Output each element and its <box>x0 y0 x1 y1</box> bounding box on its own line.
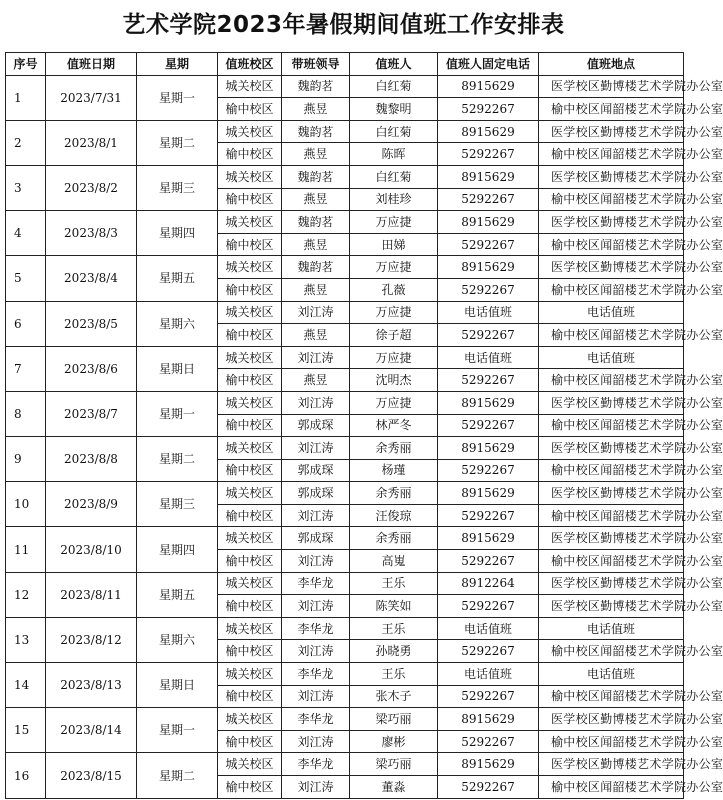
date-cell: 2023/7/31 <box>46 75 137 120</box>
seq-cell: 7 <box>6 346 46 391</box>
leader-cell: 刘江涛 <box>282 437 350 460</box>
seq-cell: 12 <box>6 572 46 617</box>
campus-cell: 榆中校区 <box>218 143 282 166</box>
staff-cell: 陈晖 <box>350 143 438 166</box>
phone-cell: 5292267 <box>438 504 539 527</box>
phone-cell: 5292267 <box>438 685 539 708</box>
header-leader: 带班领导 <box>282 53 350 76</box>
table-row <box>6 301 684 324</box>
table-row <box>6 346 684 369</box>
location-cell: 医学校区勤博楼艺术学院办公室 <box>539 165 684 188</box>
leader-cell: 刘江涛 <box>282 730 350 753</box>
phone-cell: 5292267 <box>438 369 539 392</box>
seq-cell: 13 <box>6 617 46 662</box>
date-cell: 2023/8/14 <box>46 708 137 753</box>
table-row <box>6 527 684 550</box>
phone-cell: 5292267 <box>438 278 539 301</box>
phone-cell: 5292267 <box>438 324 539 347</box>
duty-schedule-table <box>5 52 723 799</box>
weekday-cell: 星期三 <box>137 482 218 527</box>
phone-cell: 5292267 <box>438 640 539 663</box>
campus-cell: 城关校区 <box>218 391 282 414</box>
location-cell: 电话值班 <box>539 663 684 686</box>
leader-cell: 魏韵茗 <box>282 75 350 98</box>
campus-cell: 榆中校区 <box>218 685 282 708</box>
weekday-cell: 星期一 <box>137 75 218 120</box>
weekday-cell: 星期五 <box>137 572 218 617</box>
location-cell: 医学校区勤博楼艺术学院办公室 <box>539 482 684 505</box>
location-cell: 榆中校区闻韶楼艺术学院办公室 <box>539 504 684 527</box>
staff-cell: 高嵬 <box>350 550 438 573</box>
leader-cell: 李华龙 <box>282 572 350 595</box>
campus-cell: 榆中校区 <box>218 233 282 256</box>
phone-cell: 8915629 <box>438 256 539 279</box>
leader-cell: 李华龙 <box>282 663 350 686</box>
weekday-cell: 星期一 <box>137 391 218 436</box>
weekday-cell: 星期六 <box>137 617 218 662</box>
seq-cell: 15 <box>6 708 46 753</box>
phone-cell: 电话值班 <box>438 301 539 324</box>
leader-cell: 刘江涛 <box>282 550 350 573</box>
table-row <box>6 572 684 595</box>
seq-cell: 2 <box>6 120 46 165</box>
location-cell: 医学校区勤博楼艺术学院办公室 <box>539 572 684 595</box>
leader-cell: 燕昱 <box>282 188 350 211</box>
staff-cell: 林严冬 <box>350 414 438 437</box>
campus-cell: 榆中校区 <box>218 324 282 347</box>
staff-cell: 万应捷 <box>350 211 438 234</box>
staff-cell: 孙晓勇 <box>350 640 438 663</box>
table-row <box>6 617 684 640</box>
staff-cell: 田娣 <box>350 233 438 256</box>
campus-cell: 城关校区 <box>218 120 282 143</box>
weekday-cell: 星期三 <box>137 165 218 210</box>
page-title: 艺术学院2023年暑假期间值班工作安排表 <box>122 12 565 38</box>
staff-cell: 梁巧丽 <box>350 708 438 731</box>
date-cell: 2023/8/11 <box>46 572 137 617</box>
date-cell: 2023/8/1 <box>46 120 137 165</box>
date-cell: 2023/8/7 <box>46 391 137 436</box>
campus-cell: 榆中校区 <box>218 595 282 618</box>
campus-cell: 城关校区 <box>218 437 282 460</box>
phone-cell: 8915629 <box>438 165 539 188</box>
date-cell: 2023/8/5 <box>46 301 137 346</box>
leader-cell: 刘江涛 <box>282 595 350 618</box>
location-cell: 医学校区勤博楼艺术学院办公室 <box>539 437 684 460</box>
campus-cell: 城关校区 <box>218 75 282 98</box>
table-row <box>6 663 684 686</box>
location-cell: 榆中校区闻韶楼艺术学院办公室 <box>539 730 684 753</box>
seq-cell: 14 <box>6 663 46 708</box>
phone-cell: 电话值班 <box>438 346 539 369</box>
leader-cell: 刘江涛 <box>282 685 350 708</box>
staff-cell: 余秀丽 <box>350 482 438 505</box>
location-cell: 医学校区勤博楼艺术学院办公室 <box>539 595 684 618</box>
staff-cell: 董淼 <box>350 776 438 799</box>
campus-cell: 城关校区 <box>218 527 282 550</box>
seq-cell: 1 <box>6 75 46 120</box>
phone-cell: 8915629 <box>438 75 539 98</box>
header-date: 值班日期 <box>46 53 137 76</box>
campus-cell: 城关校区 <box>218 301 282 324</box>
staff-cell: 孔薇 <box>350 278 438 301</box>
phone-cell: 8915629 <box>438 437 539 460</box>
campus-cell: 城关校区 <box>218 708 282 731</box>
header-staff: 值班人 <box>350 53 438 76</box>
phone-cell: 5292267 <box>438 188 539 211</box>
campus-cell: 榆中校区 <box>218 504 282 527</box>
campus-cell: 城关校区 <box>218 753 282 776</box>
leader-cell: 魏韵茗 <box>282 165 350 188</box>
leader-cell: 刘江涛 <box>282 776 350 799</box>
phone-cell: 5292267 <box>438 550 539 573</box>
leader-cell: 李华龙 <box>282 617 350 640</box>
leader-cell: 李华龙 <box>282 753 350 776</box>
staff-cell: 万应捷 <box>350 256 438 279</box>
staff-cell: 魏黎明 <box>350 98 438 121</box>
leader-cell: 刘江涛 <box>282 504 350 527</box>
staff-cell: 廖彬 <box>350 730 438 753</box>
leader-cell: 郭成琛 <box>282 459 350 482</box>
date-cell: 2023/8/4 <box>46 256 137 301</box>
leader-cell: 燕昱 <box>282 278 350 301</box>
table-row <box>6 211 684 234</box>
header-campus: 值班校区 <box>218 53 282 76</box>
table-row <box>6 482 684 505</box>
location-cell: 榆中校区闻韶楼艺术学院办公室 <box>539 369 684 392</box>
phone-cell: 5292267 <box>438 776 539 799</box>
phone-cell: 5292267 <box>438 233 539 256</box>
location-cell: 榆中校区闻韶楼艺术学院办公室 <box>539 776 684 799</box>
location-cell: 电话值班 <box>539 301 684 324</box>
header-seq: 序号 <box>6 53 46 76</box>
location-cell: 医学校区勤博楼艺术学院办公室 <box>539 120 684 143</box>
leader-cell: 燕昱 <box>282 98 350 121</box>
location-cell: 榆中校区闻韶楼艺术学院办公室 <box>539 414 684 437</box>
table-row <box>6 120 684 143</box>
campus-cell: 榆中校区 <box>218 414 282 437</box>
phone-cell: 5292267 <box>438 595 539 618</box>
phone-cell: 电话值班 <box>438 617 539 640</box>
location-cell: 医学校区勤博楼艺术学院办公室 <box>539 75 684 98</box>
location-cell: 榆中校区闻韶楼艺术学院办公室 <box>539 685 684 708</box>
date-cell: 2023/8/15 <box>46 753 137 798</box>
weekday-cell: 星期四 <box>137 211 218 256</box>
seq-cell: 4 <box>6 211 46 256</box>
leader-cell: 燕昱 <box>282 233 350 256</box>
weekday-cell: 星期二 <box>137 120 218 165</box>
location-cell: 榆中校区闻韶楼艺术学院办公室 <box>539 188 684 211</box>
seq-cell: 9 <box>6 437 46 482</box>
table-body <box>6 75 723 798</box>
seq-cell: 16 <box>6 753 46 798</box>
campus-cell: 榆中校区 <box>218 459 282 482</box>
campus-cell: 城关校区 <box>218 572 282 595</box>
campus-cell: 榆中校区 <box>218 98 282 121</box>
weekday-cell: 星期五 <box>137 256 218 301</box>
leader-cell: 刘江涛 <box>282 301 350 324</box>
leader-cell: 李华龙 <box>282 708 350 731</box>
leader-cell: 刘江涛 <box>282 391 350 414</box>
staff-cell: 白红菊 <box>350 75 438 98</box>
staff-cell: 刘桂珍 <box>350 188 438 211</box>
campus-cell: 城关校区 <box>218 256 282 279</box>
staff-cell: 陈笑如 <box>350 595 438 618</box>
staff-cell: 张木子 <box>350 685 438 708</box>
location-cell: 榆中校区闻韶楼艺术学院办公室 <box>539 324 684 347</box>
date-cell: 2023/8/9 <box>46 482 137 527</box>
table-row <box>6 165 684 188</box>
campus-cell: 榆中校区 <box>218 776 282 799</box>
leader-cell: 燕昱 <box>282 324 350 347</box>
leader-cell: 燕昱 <box>282 369 350 392</box>
leader-cell: 燕昱 <box>282 143 350 166</box>
header-phone: 值班人固定电话 <box>438 53 539 76</box>
location-cell: 榆中校区闻韶楼艺术学院办公室 <box>539 143 684 166</box>
staff-cell: 杨瑾 <box>350 459 438 482</box>
date-cell: 2023/8/2 <box>46 165 137 210</box>
location-cell: 医学校区勤博楼艺术学院办公室 <box>539 391 684 414</box>
staff-cell: 白红菊 <box>350 165 438 188</box>
location-cell: 医学校区勤博楼艺术学院办公室 <box>539 708 684 731</box>
phone-cell: 8915629 <box>438 211 539 234</box>
staff-cell: 王乐 <box>350 663 438 686</box>
leader-cell: 刘江涛 <box>282 640 350 663</box>
campus-cell: 榆中校区 <box>218 730 282 753</box>
location-cell: 电话值班 <box>539 346 684 369</box>
campus-cell: 城关校区 <box>218 482 282 505</box>
location-cell: 榆中校区闻韶楼艺术学院办公室 <box>539 98 684 121</box>
phone-cell: 5292267 <box>438 98 539 121</box>
header-row <box>6 53 684 76</box>
location-cell: 榆中校区闻韶楼艺术学院办公室 <box>539 459 684 482</box>
campus-cell: 城关校区 <box>218 663 282 686</box>
staff-cell: 万应捷 <box>350 346 438 369</box>
staff-cell: 余秀丽 <box>350 527 438 550</box>
seq-cell: 3 <box>6 165 46 210</box>
campus-cell: 城关校区 <box>218 346 282 369</box>
staff-cell: 余秀丽 <box>350 437 438 460</box>
phone-cell: 电话值班 <box>438 663 539 686</box>
weekday-cell: 星期一 <box>137 708 218 753</box>
phone-cell: 8912264 <box>438 572 539 595</box>
location-cell: 医学校区勤博楼艺术学院办公室 <box>539 256 684 279</box>
header-weekday: 星期 <box>137 53 218 76</box>
phone-cell: 8915629 <box>438 391 539 414</box>
date-cell: 2023/8/3 <box>46 211 137 256</box>
weekday-cell: 星期二 <box>137 753 218 798</box>
header-location: 值班地点 <box>539 53 684 76</box>
campus-cell: 城关校区 <box>218 165 282 188</box>
weekday-cell: 星期日 <box>137 346 218 391</box>
campus-cell: 城关校区 <box>218 617 282 640</box>
table-row <box>6 256 684 279</box>
location-cell: 医学校区勤博楼艺术学院办公室 <box>539 753 684 776</box>
staff-cell: 汪俊琼 <box>350 504 438 527</box>
seq-cell: 8 <box>6 391 46 436</box>
phone-cell: 5292267 <box>438 730 539 753</box>
staff-cell: 王乐 <box>350 572 438 595</box>
date-cell: 2023/8/12 <box>46 617 137 662</box>
staff-cell: 白红菊 <box>350 120 438 143</box>
weekday-cell: 星期四 <box>137 527 218 572</box>
location-cell: 榆中校区闻韶楼艺术学院办公室 <box>539 278 684 301</box>
phone-cell: 8915629 <box>438 120 539 143</box>
staff-cell: 梁巧丽 <box>350 753 438 776</box>
phone-cell: 5292267 <box>438 414 539 437</box>
location-cell: 医学校区勤博楼艺术学院办公室 <box>539 211 684 234</box>
phone-cell: 8915629 <box>438 708 539 731</box>
leader-cell: 刘江涛 <box>282 346 350 369</box>
weekday-cell: 星期日 <box>137 663 218 708</box>
campus-cell: 榆中校区 <box>218 550 282 573</box>
campus-cell: 城关校区 <box>218 211 282 234</box>
leader-cell: 郭成琛 <box>282 527 350 550</box>
phone-cell: 8915629 <box>438 527 539 550</box>
campus-cell: 榆中校区 <box>218 278 282 301</box>
location-cell: 榆中校区闻韶楼艺术学院办公室 <box>539 640 684 663</box>
table-row <box>6 75 684 98</box>
seq-cell: 6 <box>6 301 46 346</box>
seq-cell: 5 <box>6 256 46 301</box>
staff-cell: 万应捷 <box>350 301 438 324</box>
staff-cell: 王乐 <box>350 617 438 640</box>
weekday-cell: 星期六 <box>137 301 218 346</box>
table-row <box>6 391 684 414</box>
phone-cell: 8915629 <box>438 753 539 776</box>
campus-cell: 榆中校区 <box>218 640 282 663</box>
campus-cell: 榆中校区 <box>218 188 282 211</box>
table-row <box>6 708 684 731</box>
staff-cell: 徐子超 <box>350 324 438 347</box>
table-row <box>6 753 684 776</box>
leader-cell: 郭成琛 <box>282 414 350 437</box>
staff-cell: 沈明杰 <box>350 369 438 392</box>
location-cell: 榆中校区闻韶楼艺术学院办公室 <box>539 550 684 573</box>
staff-cell: 万应捷 <box>350 391 438 414</box>
location-cell: 电话值班 <box>539 617 684 640</box>
date-cell: 2023/8/6 <box>46 346 137 391</box>
date-cell: 2023/8/8 <box>46 437 137 482</box>
location-cell: 榆中校区闻韶楼艺术学院办公室 <box>539 233 684 256</box>
seq-cell: 11 <box>6 527 46 572</box>
weekday-cell: 星期二 <box>137 437 218 482</box>
leader-cell: 魏韵茗 <box>282 256 350 279</box>
date-cell: 2023/8/13 <box>46 663 137 708</box>
phone-cell: 5292267 <box>438 143 539 166</box>
location-cell: 医学校区勤博楼艺术学院办公室 <box>539 527 684 550</box>
leader-cell: 魏韵茗 <box>282 120 350 143</box>
campus-cell: 榆中校区 <box>218 369 282 392</box>
phone-cell: 5292267 <box>438 459 539 482</box>
leader-cell: 郭成琛 <box>282 482 350 505</box>
seq-cell: 10 <box>6 482 46 527</box>
leader-cell: 魏韵茗 <box>282 211 350 234</box>
table-row <box>6 437 684 460</box>
date-cell: 2023/8/10 <box>46 527 137 572</box>
phone-cell: 8915629 <box>438 482 539 505</box>
